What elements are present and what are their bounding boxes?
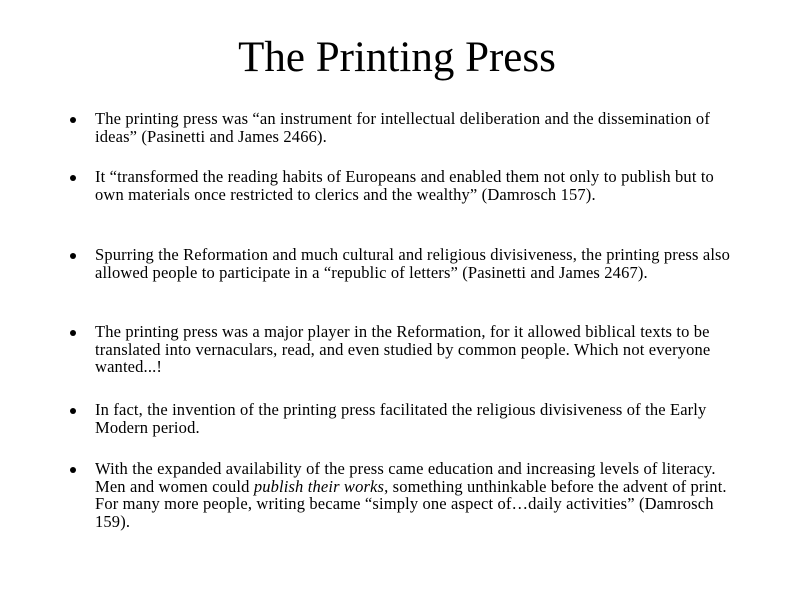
text-segment: In fact, the invention of the printing press facilitated the religious divisiveness of the Early Modern period. xyxy=(95,400,707,437)
bullet-text xyxy=(95,168,735,203)
bullet-text xyxy=(95,110,735,145)
text-segment: Spurring the Reformation and much cultural and religious divisiveness, the printing press also allowed people to participate in a “republic of letters” (Pasinetti and James 2467). xyxy=(95,245,731,282)
bullet-text xyxy=(95,323,735,376)
italic-phrase: publish their works xyxy=(253,476,385,496)
text-segment: With the expanded availability of the press came education and increasing levels of literacy. Men and women could xyxy=(95,459,716,496)
text-segment: It “transformed the reading habits of Europeans and enabled them not only to publish but to own materials once restricted to clerics and the wealthy” (Damrosch 157). xyxy=(95,167,714,204)
bullet-text xyxy=(95,246,735,281)
bullet-dot-icon xyxy=(70,253,76,259)
bullet-dot-icon xyxy=(70,175,76,181)
text-segment: The printing press was a major player in the Reformation, for it allowed biblical texts to be translated into vernaculars, read, and even studied by common people. Which not everyone wanted...! xyxy=(95,322,711,376)
bullet-dot-icon xyxy=(70,330,76,336)
text-segment: , something unthinkable before the advent of print. For many more people, writing became “simply one aspect of…daily activities” (Damrosch 159). xyxy=(95,476,727,531)
bullet-dot-icon xyxy=(70,408,76,414)
bullet-dot-icon xyxy=(70,117,76,123)
text-segment: The printing press was “an instrument for intellectual deliberation and the dissemination of ideas” (Pasinetti and James 2466). xyxy=(95,109,710,146)
bullet-text xyxy=(95,401,735,436)
slide-title: The Printing Press xyxy=(238,34,556,81)
bullet-dot-icon xyxy=(70,467,76,473)
bullet-text xyxy=(95,460,735,530)
